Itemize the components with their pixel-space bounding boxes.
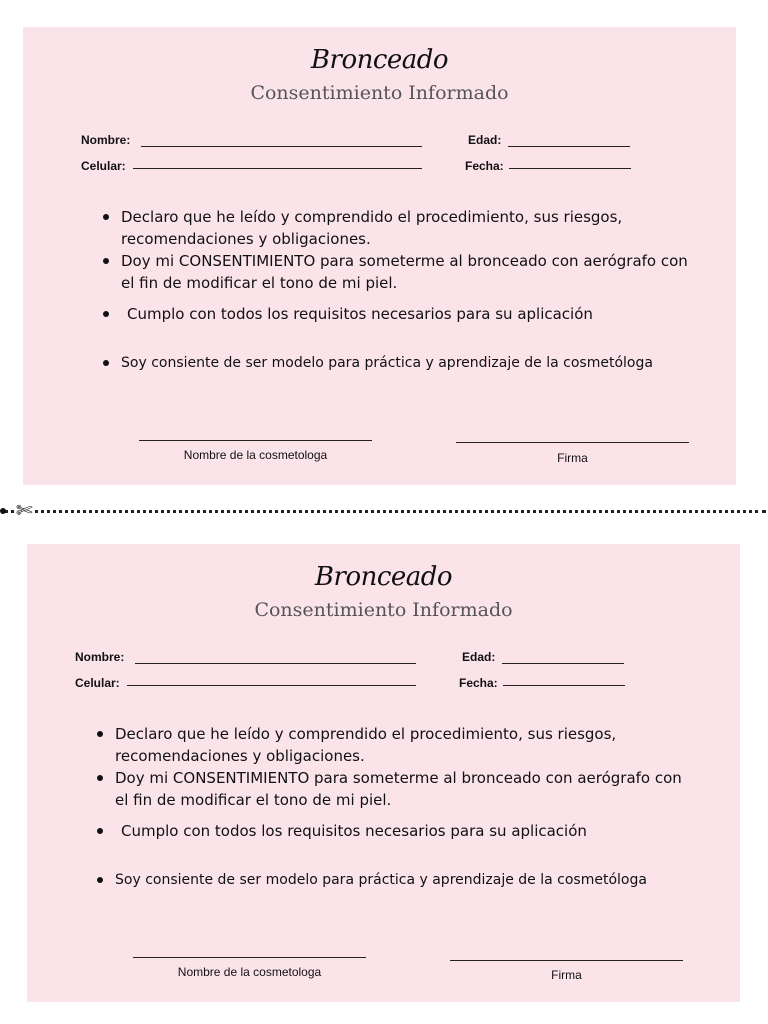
statement-item: Cumplo con todos los requisitos necesarios para su aplicación: [97, 820, 697, 842]
consent-statements: [97, 723, 697, 891]
nombre-field[interactable]: [135, 663, 416, 664]
consent-form-1: [23, 27, 736, 485]
firma-label: Firma: [557, 451, 588, 465]
statement-item: Soy consiente de ser modelo para práctica y aprendizaje de la cosmetóloga: [97, 869, 697, 891]
fecha-field[interactable]: [503, 685, 625, 686]
edad-field[interactable]: [508, 146, 630, 147]
form-subtitle: Consentimiento Informado: [250, 82, 509, 104]
form-title: Bronceado: [310, 45, 449, 75]
client-signature-line[interactable]: [450, 960, 683, 961]
nombre-label: Nombre:: [75, 650, 125, 664]
celular-field[interactable]: [127, 685, 416, 686]
nombre-field[interactable]: [141, 146, 422, 147]
statement-item: Doy mi CONSENTIMIENTO para someterme al bronceado con aerógrafo con el fin de modificar el tono de mi piel.: [103, 250, 703, 294]
consent-statements: [103, 206, 703, 374]
cosmetologist-label: Nombre de la cosmetologa: [183, 448, 328, 462]
statement-item: Declaro que he leído y comprendido el procedimiento, sus riesgos, recomendaciones y obligaciones.: [97, 723, 697, 767]
form-subtitle: Consentimiento Informado: [254, 599, 513, 621]
statement-item: Doy mi CONSENTIMIENTO para someterme al bronceado con aerógrafo con el fin de modificar el tono de mi piel.: [97, 767, 697, 811]
cosmetologist-label: Nombre de la cosmetologa: [177, 965, 322, 979]
client-signature-line[interactable]: [456, 442, 689, 443]
dotted-divider: [4, 510, 766, 513]
celular-label: Celular:: [81, 159, 126, 173]
statement-item: Soy consiente de ser modelo para práctica y aprendizaje de la cosmetóloga: [103, 352, 703, 374]
statement-item: Declaro que he leído y comprendido el procedimiento, sus riesgos, recomendaciones y obligaciones.: [103, 206, 703, 250]
form-title: Bronceado: [314, 562, 453, 592]
fecha-label: Fecha:: [465, 159, 504, 173]
cosmetologist-signature-line[interactable]: [133, 957, 366, 958]
firma-label: Firma: [551, 968, 582, 982]
statement-item: Cumplo con todos los requisitos necesarios para su aplicación: [103, 303, 703, 325]
celular-label: Celular:: [75, 676, 120, 690]
edad-label: Edad:: [468, 133, 502, 147]
cosmetologist-signature-line[interactable]: [139, 440, 372, 441]
edad-field[interactable]: [502, 663, 624, 664]
cut-line: [0, 498, 768, 522]
scissors-icon: ✄: [16, 498, 33, 522]
fecha-label: Fecha:: [459, 676, 498, 690]
nombre-label: Nombre:: [81, 133, 131, 147]
edad-label: Edad:: [462, 650, 496, 664]
cut-start-dot: [0, 508, 6, 514]
celular-field[interactable]: [133, 168, 422, 169]
consent-form-2: [27, 544, 740, 1002]
fecha-field[interactable]: [509, 168, 631, 169]
